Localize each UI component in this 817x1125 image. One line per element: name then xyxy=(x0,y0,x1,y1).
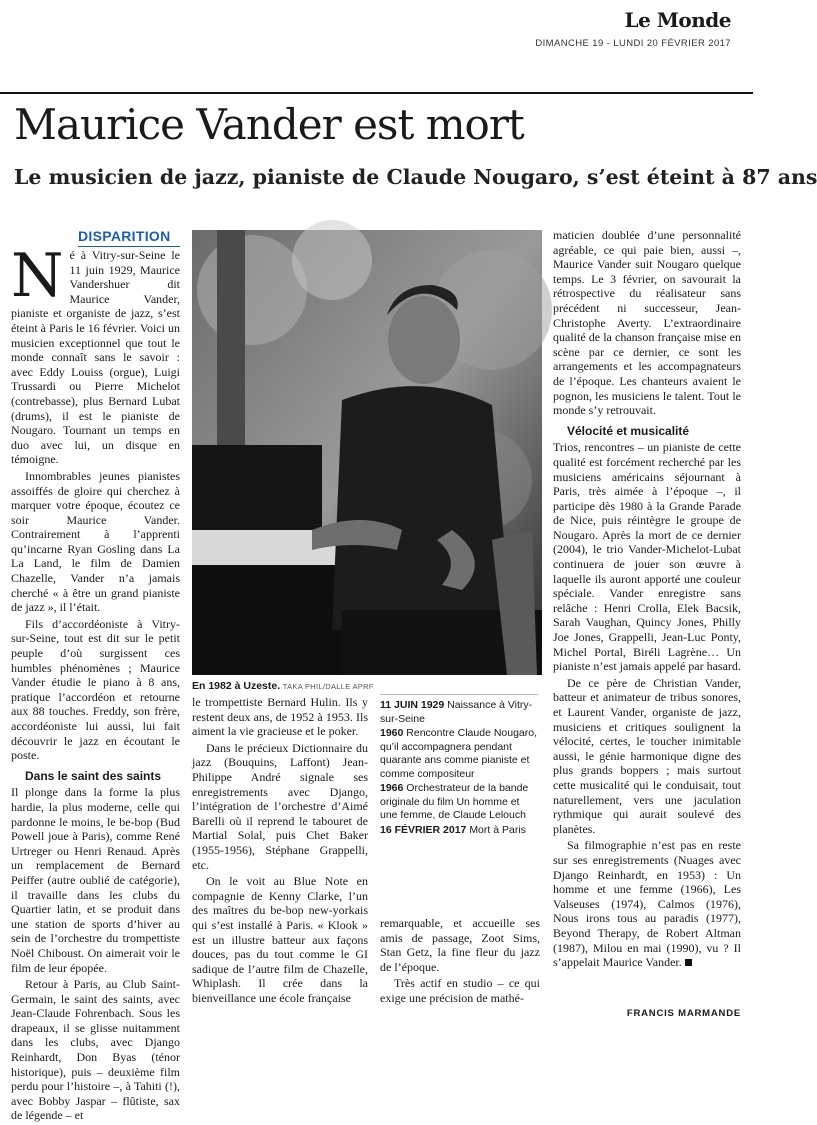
paragraph: De ce père de Christian Vander, batteur et animateur de tribus sonores, et Laurent Vander, organiste de jazz, musiciens et critiques soulignent la vélocité, certes, le toucher inimitable aussi, le génie harmonique digne des plus grands boppers ; mais surtout cette musicalité qui le conduisait, tout naturellement, vers une jaculation rythmique qui aurait soulevé des planètes. xyxy=(553,675,741,836)
article-column-2 xyxy=(192,695,368,1007)
biography-timeline xyxy=(380,694,538,838)
section-heading: Dans le saint des saints xyxy=(25,768,162,783)
paragraph: Dans le précieux Dictionnaire du jazz (Bouquins, Laffont) Jean-Philippe André signale ses enregistrements avec Django, l’intégration de l’orchestre d’Aimé Barelli où il reprend le tabouret de Martial Solal, puis Chet Baker (1955-1956), Stéphane Grappelli, etc. xyxy=(192,740,368,872)
paragraph: le trompettiste Bernard Hulin. Ils y restent deux ans, de 1952 à 1953. Ils aiment la vie gracieuse et le poker. xyxy=(192,695,368,739)
issue-date: DIMANCHE 19 - LUNDI 20 FÉVRIER 2017 xyxy=(535,38,731,49)
closing-text: Sa filmographie n’est pas en reste sur ses enregistrements (Nuages avec Django Reinhardt, en 1953) : Un homme et une femme (1966), Les Valseuses (1974), Calmos (1976), Nous irons tous au paradis (1977), Beyond Therapy, de Robert Altman (1987), Milou en mai (1990), vu ? Il s’appelait Maurice Vander. xyxy=(553,838,741,970)
timeline-date: 16 FÉVRIER 2017 xyxy=(380,823,467,836)
timeline-item xyxy=(380,782,538,823)
paragraph: Trios, rencontres – un pianiste de cette qualité est forcément recherché par les musiciens américains séjournant à Paris, très aimée à l’époque –, il participe dès 1980 à la Grande Parade de Nice, puis réintègre le groupe de Nougaro. Après la mort de ce dernier (2004), le trio Vander-Michelot-Lubat continuera de jouer son œuvre à laquelle ils auront apporté une couleur spéciale. Vander enregistre sans relâche : Henri Crolla, Elek Bacsik, Sarah Vaughan, Quincy Jones, Philly Joe Jones, Grappelli, Jean-Luc Ponty, Michel Portal, Biréli Lagrène… Un pianiste n’est jamais appelé par hasard. xyxy=(553,440,741,674)
paragraph: Fils d’accordéoniste à Vitry-sur-Seine, tout est dit sur le petit peuple d’où surgissent ces humbles phénomènes ; Maurice Vander étudie le piano à 8 ans, pratique l’accordéon et retourne aux 88 touches. Freddy, son frère, accordéoniste lui aussi, lui fait découvrir le jazz en écoutant le poste. xyxy=(11,616,180,763)
timeline-text: Rencontre Claude Nougaro, qu’il accompagnera pendant quarante ans comme pianiste et comme compositeur xyxy=(380,727,538,780)
section-heading: Vélocité et musicalité xyxy=(567,423,690,438)
end-mark-icon xyxy=(685,959,692,966)
paragraph: On le voit au Blue Note en compagnie de Kenny Clarke, l’un des maîtres du be-bop new-yorkais qui s’est installé à Paris. « Klook » est un illustre batteur aux façons douces, pas du tout comme le GI sadique de l’autre film de Chazelle, Whiplash. Il crée dans la bienveillance une école française xyxy=(192,874,368,1005)
timeline-text: Orchestrateur de la bande originale du film Un homme et une femme, de Claude Lelouch xyxy=(380,782,529,821)
article-subheadline: Le musicien de jazz, pianiste de Claude Nougaro, s’est éteint à 87 ans xyxy=(14,165,817,189)
timeline-item xyxy=(380,727,538,781)
article-column-3 xyxy=(380,916,540,1008)
paragraph: Il plonge dans la forme la plus hardie, la plus moderne, celle qui pardonne le moins, le be-bop (Bud Powell joue à Paris), comme René Urtreger ou Henri Renaud. Après un remplacement de Bernard Peiffer (autre oublié de catégorie), il travaille dans les clubs du Quartier latin, et se produit dans une station de sports d’hiver au sein de l’orchestre du trompettiste Noël Chiboust. On aimerait voir le film de leur épopée. xyxy=(11,785,180,975)
paragraph: remarquable, et accueille ses amis de passage, Zoot Sims, Stan Getz, la fine fleur du jazz de l’époque. xyxy=(380,916,540,974)
timeline-text: Mort à Paris xyxy=(469,823,526,836)
paragraph xyxy=(553,838,741,969)
lead-paragraph xyxy=(11,241,180,467)
timeline-item xyxy=(380,699,538,726)
newspaper-logo: Le Monde xyxy=(624,8,731,32)
timeline-item xyxy=(380,824,538,838)
paragraph: Retour à Paris, au Club Saint-Germain, le saint des saints, avec Jean-Claude Fohrenbach. Sous les drapeaux, il se glisse nuitamment dans les clubs, avec Django Reinhardt, Don Byas (ténor historique), puis – deuxième film perdu pour l’histoire –, à Tahiti (!), avec Bobby Jaspar – flûtiste, sax de légende – et xyxy=(11,977,180,1123)
photo-caption xyxy=(192,680,542,692)
timeline-text: Naissance à Vitry-sur-Seine xyxy=(380,699,533,725)
article-column-4 xyxy=(553,228,741,972)
timeline-date: 11 JUIN 1929 xyxy=(380,699,445,711)
paragraph: maticien doublée d’une personnalité agréable, ce qui paie bien, aussi –, Maurice Vander suit Nougaro quelque temps. Le 3 février, on savourait la rétrospective du réalisateur sans précédent ni successeur, Jean-Christophe Averty. L’extraordinaire qualité de la chanson française mise en scène par ce dernier, ce sont les arrangements et les accompagnateurs de l’époque. Les chanteurs avaient le pognon, les musiciens le talent. Tout le monde s’y retrouvait. xyxy=(553,228,741,418)
timeline-date: 1966 xyxy=(380,782,404,794)
caption-text: En 1982 à Uzeste. xyxy=(192,680,281,692)
drop-cap: N xyxy=(11,241,64,311)
author-signature: FRANCIS MARMANDE xyxy=(626,1008,741,1019)
paragraph: Très actif en studio – ce qui exige une précision de mathé- xyxy=(380,976,540,1005)
lead-text: é à Vitry-sur-Seine le 11 juin 1929, Maurice Vandershuer dit Maurice Vander, pianiste et organiste de jazz, s’est éteint à Paris le 16 février. Voici un musicien exceptionnel que tout le monde connaît sans le savoir : avec Eddy Louiss (orgue), Luigi Trussardi ou Pierre Michelot (contrebasse), plus Bernard Lubat (drums), il est le pianiste de Nougaro. Tournant un temps en duo avec lui, un disque en témoigne. xyxy=(11,248,180,467)
timeline-date: 1960 xyxy=(380,727,404,739)
paragraph: Innombrables jeunes pianistes assoiffés de gloire qui cherchez à marquer votre époque, écoutez ce soir Maurice Vander. Contrairement à l’apprenti qu’incarne Ryan Gosling dans La La Land, le film de Damien Chazelle, Vander n’a jamais cherché « à être un grand pianiste de jazz », il l’était. xyxy=(11,468,180,615)
header-divider xyxy=(0,92,753,94)
article-headline: Maurice Vander est mort xyxy=(14,100,524,149)
rubric-label: DISPARITION xyxy=(78,228,171,244)
article-photo xyxy=(192,230,542,675)
article-column-1 xyxy=(11,228,180,1125)
photo-pianist-illustration xyxy=(192,230,542,675)
photo-credit: TAKA PHIL/DALLE APRF xyxy=(282,682,374,691)
